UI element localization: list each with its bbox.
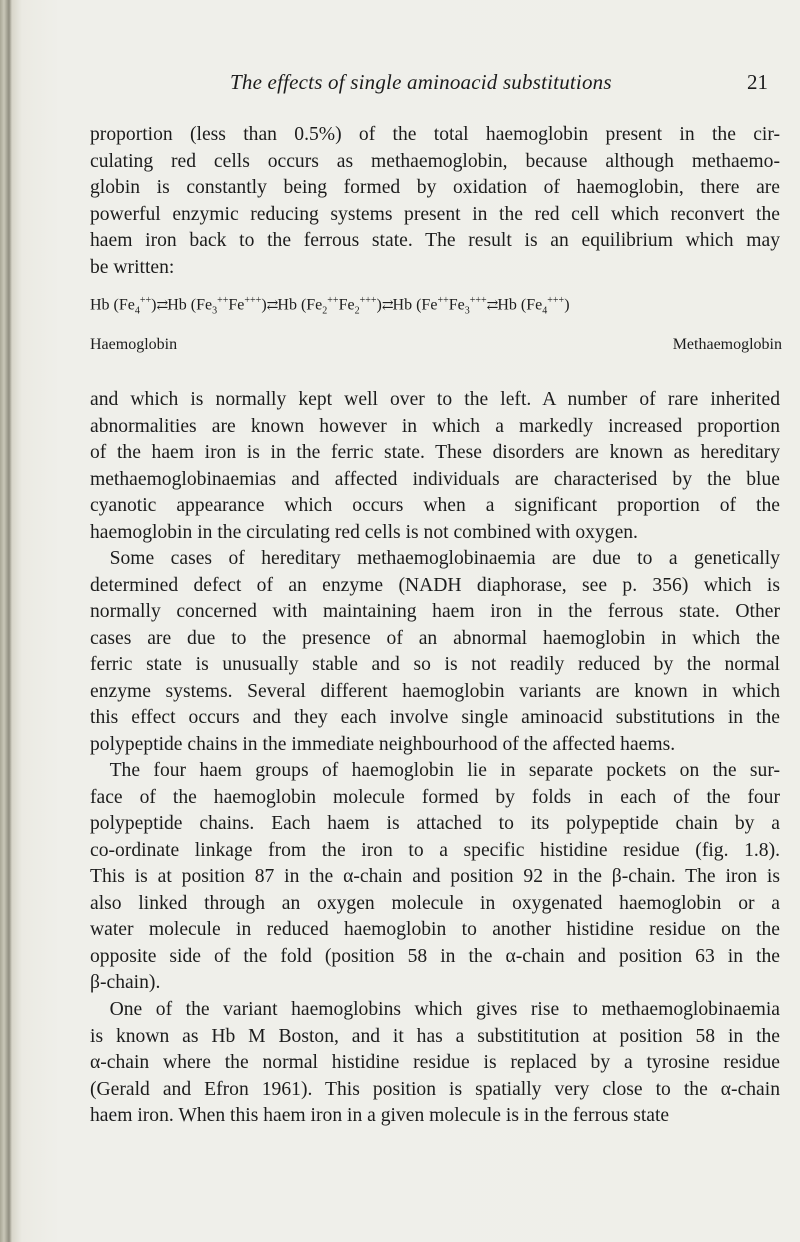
text-line: methaemoglobinaemias and affected individuals are characterised by the blue [90,468,780,490]
text-line: co-ordinate linkage from the iron to a specific histidine residue (fig. 1.8). [90,839,780,861]
species-text: ) [376,296,382,314]
text-line: Some cases of hereditary methaemoglobinaemia are due to a genetically [90,548,780,569]
species-text: ) [151,296,157,314]
equilibrium-arrow-icon: ⇄ [266,298,278,314]
equilibrium-arrow-icon: ⇄ [156,298,168,314]
text-line: haem iron back to the ferrous state. The result is an equilibrium which may [90,230,780,251]
text-line: cyanotic appearance which occurs when a significant proportion of the [90,495,780,516]
methaemoglobin-label: Methaemoglobin [672,336,782,353]
paragraph-1 [90,122,780,281]
subscript: 4 [134,305,140,317]
paragraph-4 [90,758,780,997]
superscript: ++ [437,295,449,306]
text-line: β-chain). [90,972,161,993]
species-text: ) [564,296,570,314]
superscript: ++ [327,295,339,306]
text-line: haemoglobin in the circulating red cells is not combined with oxygen. [90,521,638,543]
text-line: globin is constantly being formed by oxidation of haemoglobin, there are [90,177,780,198]
superscript: +++ [547,295,565,306]
subscript: 3 [212,305,218,317]
page-number: 21 [747,70,768,94]
species-text: Fe [448,296,465,314]
species-text: Fe [228,296,245,314]
superscript: +++ [469,295,487,306]
text-line: enzyme systems. Several different haemoglobin variants are known in which [90,680,780,702]
equilibrium-arrow-icon: ⇄ [381,298,393,314]
superscript: +++ [244,295,262,306]
text-line: haem iron. When this haem iron in a given molecule is in the ferrous state [90,1105,670,1126]
text-line: and which is normally kept well over to the left. A number of rare inherited [90,389,780,410]
species-text: Hb (Fe [392,296,438,314]
text-line: culating red cells occurs as methaemoglobin, because although methaemo- [90,150,780,172]
species-text: Hb (Fe [497,296,543,314]
species-text: Hb (Fe [90,296,135,314]
subscript: 4 [542,305,548,317]
superscript: ++ [139,295,152,306]
text-line: water molecule in reduced haemoglobin to another histidine residue on the [90,919,780,940]
text-line: proportion (less than 0.5%) of the total haemoglobin present in the cir- [90,124,780,145]
subscript: 3 [464,305,470,317]
text-line: This is at position 87 in the α-chain and position 92 in the β-chain. The iron is [90,866,780,887]
text-line: powerful enzymic reducing systems present in the red cell which reconvert the [90,203,780,225]
text-line: also linked through an oxygen molecule in oxygenated haemoglobin or a [90,892,780,914]
running-title: The effects of single aminoacid substitutions [230,70,612,94]
superscript: +++ [359,295,377,306]
paragraph-5 [90,997,780,1130]
text-line: (Gerald and Efron 1961). This position is spatially very close to the α-chain [90,1078,780,1100]
text-line: normally concerned with maintaining haem iron in the ferrous state. Other [90,601,780,622]
paragraph-2 [90,387,780,546]
text-line: ferric state is unusually stable and so is not readily reduced by the normal [90,654,780,675]
text-line: The four haem groups of haemoglobin lie in separate pockets on the sur- [90,760,780,781]
text-line: be written: [90,256,175,278]
species-text: ) [261,296,267,314]
text-line: determined defect of an enzyme (NADH diaphorase, see p. 356) which is [90,574,780,596]
text-line: is known as Hb M Boston, and it has a substititution at position 58 in the [90,1025,780,1047]
text-line: opposite side of the fold (position 58 in the α-chain and position 63 in the [90,945,780,967]
text-line: cases are due to the presence of an abnormal haemoglobin in which the [90,627,780,649]
superscript: ++ [217,295,229,306]
subscript: 2 [354,305,360,317]
text-line: this effect occurs and they each involve single aminoacid substitutions in the [90,707,780,728]
text-line: abnormalities are known however in which a markedly increased proportion [90,415,780,437]
text-line: face of the haemoglobin molecule formed by folds in each of the four [90,786,780,808]
equilibrium-equation [90,295,785,317]
equilibrium-arrow-icon: ⇄ [486,298,498,314]
text-line: polypeptide chains. Each haem is attached to its polypeptide chain by a [90,813,780,834]
subscript: 2 [322,305,328,317]
species-text: Hb (Fe [167,296,213,314]
text-line: polypeptide chains in the immediate neighbourhood of the affected haems. [90,733,676,755]
text-line: α-chain where the normal histidine residue is replaced by a tyrosine residue [90,1052,780,1073]
species-text: Hb (Fe [277,296,323,314]
text-line: of the haem iron is in the ferric state. These disorders are known as hereditary [90,442,780,463]
haemoglobin-label: Haemoglobin [90,336,178,353]
species-text: Fe [338,296,355,314]
page-header [90,70,780,100]
text-line: One of the variant haemoglobins which gives rise to methaemoglobinaemia [90,999,780,1020]
paragraph-3 [90,546,780,758]
